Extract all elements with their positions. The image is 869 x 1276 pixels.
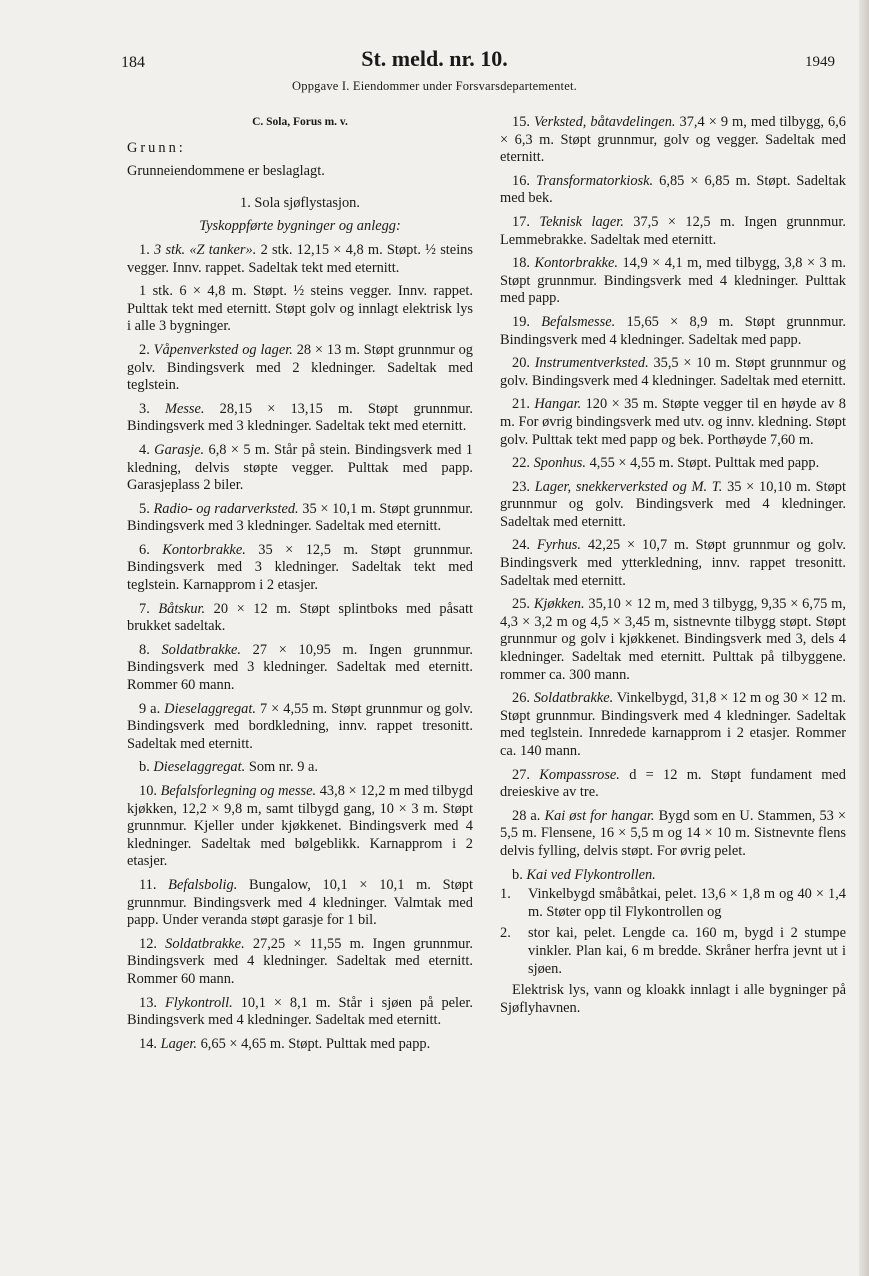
list-item: 4. Garasje. 6,8 × 5 m. Står på stein. Bindingsverk med 1 kledning, delvis støpte vegger. Pulttak med papp. Garasjeplass 2 biler. (127, 441, 473, 494)
list-item: 23. Lager, snekkerverksted og M. T. 35 × 10,10 m. Støpt grunnmur og golv. Bindingsverk med 4 kledninger. Sadeltak med eternitt. (500, 478, 846, 530)
list-item: 12. Soldatbrakke. 27,25 × 11,55 m. Ingen grunnmur. Bindingsverk med 4 kledninger. Sadeltak med eternitt. Rommer 60 mann. (127, 935, 473, 987)
list-item: 8. Soldatbrakke. 27 × 10,95 m. Ingen grunnmur. Bindingsverk med 3 kledninger. Sadeltak med eternitt. Rommer 60 mann. (127, 641, 473, 694)
list-item: 3. Messe. 28,15 × 13,15 m. Støpt grunnmur. Bindingsverk med 3 kledninger. Sadeltak tekt med eternitt. (127, 400, 473, 435)
sub-list-item: 1. Vinkelbygd småbåtkai, pelet. 13,6 × 1,8 m og 40 × 1,4 m. Støter opp til Flykontrollen og (500, 886, 846, 920)
list-item: 28 a. Kai øst for hangar. Bygd som en U. Stammen, 53 × 5,5 m. Flensene, 16 × 5,5 m og 14 × 10 m. Sistnevnte flens delvis fylling, delvis støpt. For øvrig pelet. (500, 807, 846, 859)
page-title: St. meld. nr. 10. (361, 46, 508, 71)
page-number: 184 (121, 54, 145, 71)
list-item: b. Kai ved Flykontrollen. (512, 866, 656, 883)
right-column (500, 114, 846, 1023)
list-item: 1. 3 stk. «Z tanker». 2 stk. 12,15 × 4,8 m. Støpt. ½ steins vegger. Innv. rappet. Sadeltak tekt med eternitt. (127, 241, 473, 276)
page-year: 1949 (805, 54, 835, 70)
left-column (127, 114, 473, 1059)
list-item: 21. Hangar. 120 × 35 m. Støpte vegger til en høyde av 8 m. For øvrig bindingsverk med utv. og innv. kledning. Støpt golv. Pulttak tekt med papp og bek. Porthøyde 7,60 m. (500, 396, 846, 448)
grunn-text: Grunneiendommene er beslaglagt. (127, 163, 325, 180)
list-item: 19. Befalsmesse. 15,65 × 8,9 m. Støpt grunnmur. Bindingsverk med 4 kledninger. Sadeltak med papp. (500, 313, 846, 348)
list-item: 2. Våpenverksted og lager. 28 × 13 m. Støpt grunnmur og golv. Bindingsverk med 2 kledninger. Sadeltak med teglstein. (127, 341, 473, 394)
list-item: 10. Befalsforlegning og messe. 43,8 × 12,2 m med tilbygd kjøkken, 12,2 × 9,8 m, samt tilbygd gang, 10 × 3 m. Støpt grunnmur. Kjeller under kjøkkenet. Bindingsverk med 4 kledninger. Sadeltak med bølgeblikk. Karnapprom i 2 etasjer. (127, 783, 473, 870)
section-heading: C. Sola, Forus m. v. (252, 116, 348, 128)
list-item: 27. Kompassrose. d = 12 m. Støpt fundament med dreieskive av tre. (500, 766, 846, 801)
list-item: 24. Fyrhus. 42,25 × 10,7 m. Støpt grunnmur og golv. Bindingsverk med ytterkledning, innv. rappet tresonitt. Sadeltak med eternitt. (500, 537, 847, 589)
sub-list-item: 2. stor kai, pelet. Lengde ca. 160 m, bygd i 2 stumpe vinkler. Plan kai, 6 m bredde. Skråner herfra jevnt ut i sjøen. (500, 925, 846, 977)
list-item: 5. Radio- og radarverksted. 35 × 10,1 m. Støpt grunnmur. Bindingsverk med 3 kledninger. Sadeltak med eternitt. (127, 500, 473, 535)
list-item: 25. Kjøkken. 35,10 × 12 m, med 3 tilbygg, 9,35 × 6,75 m, 4,3 × 3,2 m og 4,5 × 3,45 m, sistnevnte tilbygg støpt. Støpt grunnmur og golv i kjøkkenet. Bindingsverk med 3, dels 4 kledninger. Sadeltak med eternitt. Pulttak på tilbyggene. rommer ca. 300 mann. (500, 596, 846, 683)
list-item: 7. Båtskur. 20 × 12 m. Støpt splintboks med påsatt brukket sadeltak. (127, 600, 473, 635)
page-subtitle: Oppgave I. Eiendommer under Forsvarsdepartementet. (292, 79, 577, 93)
list-item: 22. Sponhus. 4,55 × 4,55 m. Støpt. Pulttak med papp. (512, 455, 820, 472)
list-item: 26. Soldatbrakke. Vinkelbygd, 31,8 × 12 m og 30 × 12 m. Støpt grunnmur. Bindingsverk med 4 kledninger. Sadeltak med teglstein. Innredede karnapprom i 2 etasjer. Rommer ca. 140 mann. (500, 690, 846, 759)
list-item: 13. Flykontroll. 10,1 × 8,1 m. Står i sjøen på peler. Bindingsverk med 4 kledninger. Sadeltak med eternitt. (127, 994, 474, 1029)
list-item: 20. Instrumentverksted. 35,5 × 10 m. Støpt grunnmur og golv. Bindingsverk med 4 kledninger. Sadeltak med eternitt. (500, 355, 846, 389)
list-item: 15. Verksted, båtavdelingen. 37,4 × 9 m, med tilbygg, 6,6 × 6,3 m. Støpt grunnmur, golv og vegger. Sadeltak med eternitt. (500, 114, 846, 166)
list-item: 17. Teknisk lager. 37,5 × 12,5 m. Ingen grunnmur. Lemmebrakke. Sadeltak med eternitt. (500, 213, 846, 248)
list-item: 11. Befalsbolig. Bungalow, 10,1 × 10,1 m. Støpt grunnmur. Bindingsverk med 4 kledninger. Valmtak med papp. Under veranda støpt garasje for 1 bil. (127, 876, 473, 929)
list-item: 9 a. Dieselaggregat. 7 × 4,55 m. Støpt grunnmur og golv. Bindingsverk med bordkledning, innv. rappet tresonitt. Sadeltak med eternitt. (127, 700, 473, 752)
list-item: 6. Kontorbrakke. 35 × 12,5 m. Støpt grunnmur. Bindingsverk med 3 kledninger. Sadeltak tekt med teglstein. Karnapprom i 2 etasjer. (127, 541, 473, 594)
closing-paragraph: Elektrisk lys, vann og kloakk innlagt i alle bygninger på Sjøflyhavnen. (500, 982, 846, 1016)
subsection-caption: Tyskoppførte bygninger og anlegg: (199, 218, 401, 235)
list-item: 18. Kontorbrakke. 14,9 × 4,1 m, med tilbygg, 3,8 × 3 m. Støpt grunnmur. Bindingsverk med 4 kledninger. Pulttak med papp. (500, 255, 846, 307)
list-item: b. Dieselaggregat. Som nr. 9 a. (139, 759, 318, 776)
list-item: 1 stk. 6 × 4,8 m. Støpt. ½ steins vegger. Innv. rappet. Pulttak tekt med eternitt. Støpt golv og innlagt elektrisk lys i alle 3 bygninger. (127, 283, 473, 335)
page-edge (859, 0, 869, 1276)
list-item: 16. Transformatorkiosk. 6,85 × 6,85 m. Støpt. Sadeltak med bek. (500, 172, 846, 207)
grunn-label: Grunn: (127, 139, 186, 156)
list-item: 14. Lager. 6,65 × 4,65 m. Støpt. Pulttak med papp. (139, 1035, 431, 1052)
subsection-title: 1. Sola sjøflystasjon. (240, 194, 360, 211)
